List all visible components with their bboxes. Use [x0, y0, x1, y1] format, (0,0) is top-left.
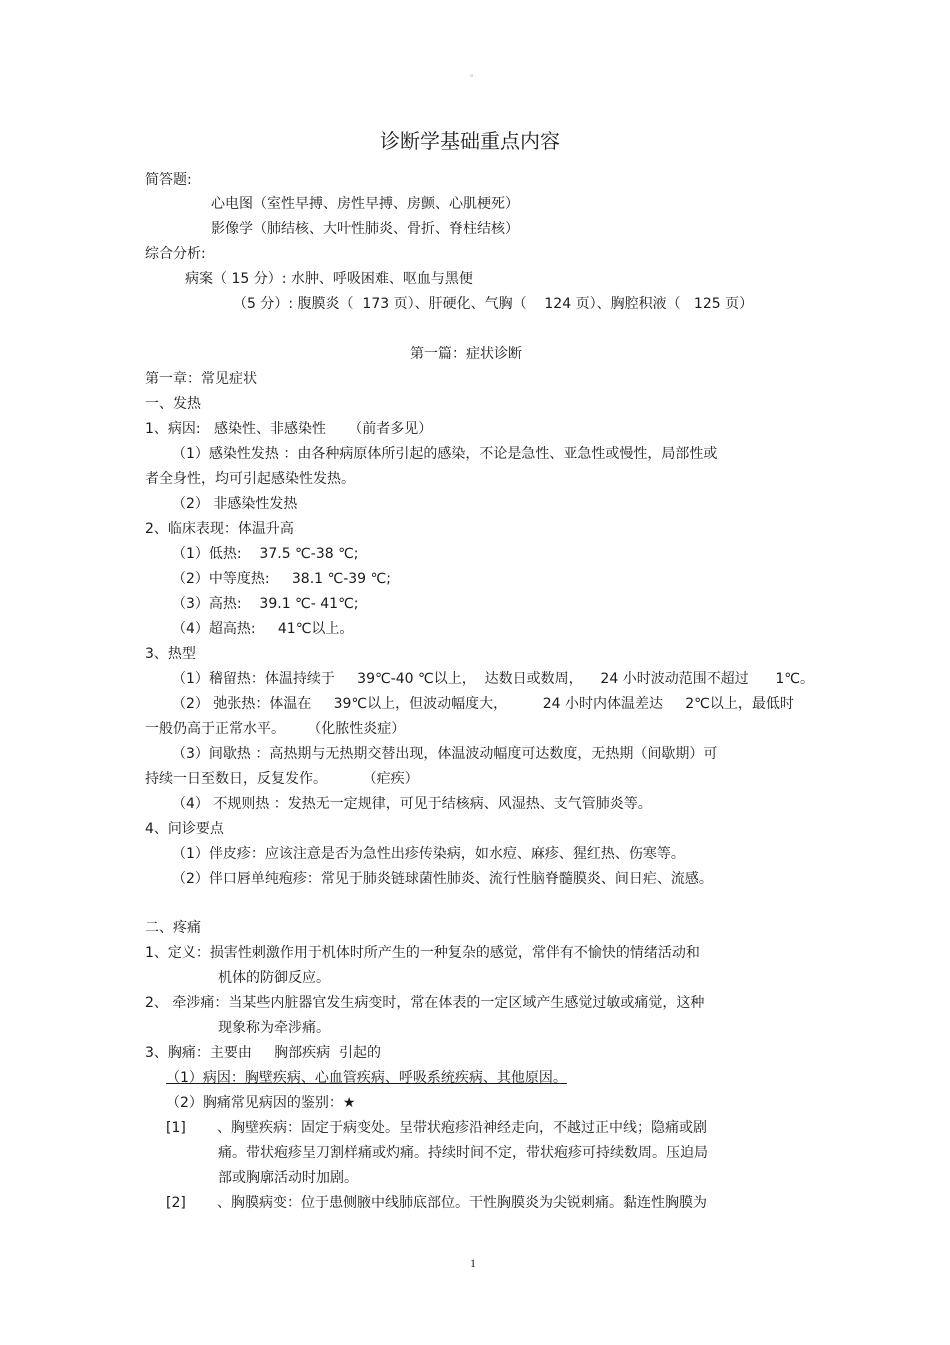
text-line: （2）中等度热: 38.1 ℃-39 ℃; [172, 571, 391, 587]
text-line: （1）低热: 37.5 ℃-38 ℃; [172, 546, 359, 562]
section-heading: 第一篇：症状诊断 [410, 346, 522, 362]
text-line: （2）伴口唇单纯疱疹：常见于肺炎链球菌性肺炎、流行性脑脊髓膜炎、间日疟、流感。 [172, 871, 713, 887]
text-line: 3、胸痛：主要由 胸部疾病 引起的 [145, 1045, 382, 1061]
page-number: 1 [470, 1256, 476, 1270]
text-line: 简答题: [145, 172, 192, 188]
text-line: 2、 牵涉痛：当某些内脏器官发生病变时，常在体表的一定区域产生感觉过敏或痛觉，这种 [145, 995, 705, 1011]
text-line: 一、发热 [145, 396, 201, 412]
text-line: 机体的防御反应。 [218, 970, 330, 986]
text-line: 持续一日至数日，反复发作。 （疟疾） [145, 771, 419, 787]
text-line: 二、疼痛 [145, 920, 201, 936]
text-line: [1] 、胸壁疾病：固定于病变处。呈带状疱疹沿神经走向，不越过正中线；隐痛或剧 [166, 1120, 707, 1136]
text-line: （4） 不规则热 ：发热无一定规律，可见于结核病、风湿热、支气管肺炎等。 [172, 796, 652, 812]
text-line: 4、问诊要点 [145, 821, 224, 837]
chapter-heading: 第一章：常见症状 [145, 371, 257, 387]
text-line: [2] 、胸膜病变：位于患侧腋中线肺底部位。干性胸膜炎为尖锐刺痛。黏连性胸膜为 [166, 1195, 707, 1211]
page-title: 诊断学基础重点内容 [380, 129, 560, 153]
text-line: （1）伴皮疹：应该注意是否为急性出疹传染病，如水痘、麻疹、猩红热、伤寒等。 [172, 846, 685, 862]
text-line: （5 分）: 腹膜炎（ 173 页）、肝硬化、气胸（ 124 页）、胸腔积液（ 125 页） [233, 296, 754, 312]
text-line: 综合分析: [145, 246, 206, 262]
text-line: 痛。带状疱疹呈刀割样痛或灼痛。持续时间不定，带状疱疹可持续数周。压迫局 [218, 1145, 708, 1161]
text-line: 病案（ 15 分）: 水肿、呼吸困难、呕血与黑便 [185, 271, 473, 287]
text-line: 一般仍高于正常水平。 （化脓性炎症） [145, 721, 406, 737]
text-line: （2） 非感染性发热 [172, 496, 298, 512]
text-line: （1）稽留热：体温持续于 39℃-40 ℃以上， 达数日或数周， 24 小时波动范围不超过 1℃。 [172, 671, 815, 687]
text-line: （2）胸痛常见病因的鉴别：★ [166, 1095, 356, 1111]
text-line: （3）间歇热 ：高热期与无热期交替出现，体温波动幅度可达数度，无热期（间歇期）可 [172, 746, 718, 762]
text-line: 心电图（室性早搏、房性早搏、房颤、心肌梗死） [211, 196, 519, 212]
text-line: 现象称为牵涉痛。 [218, 1020, 330, 1036]
text-line: （2） 弛张热：体温在 39℃以上，但波动幅度大， 24 小时内体温差达 2℃以上，最低时 [172, 696, 794, 712]
header-mark: 。 [470, 69, 480, 79]
text-line: 2、临床表现：体温升高 [145, 521, 294, 537]
text-line: （1）病因：胸壁疾病、心血管疾病、呼吸系统疾病、其他原因。 [166, 1070, 567, 1086]
text-line: （4）超高热: 41℃以上。 [172, 621, 354, 637]
text-line: 1、病因: 感染性、非感染性 （前者多见） [145, 421, 433, 437]
text-line: 影像学（肺结核、大叶性肺炎、骨折、脊柱结核） [211, 221, 519, 237]
text-line: （1）感染性发热 ：由各种病原体所引起的感染，不论是急性、亚急性或慢性，局部性或 [172, 446, 718, 462]
text-line: 1、定义：损害性刺激作用于机体时所产生的一种复杂的感觉，常伴有不愉快的情绪活动和 [145, 945, 700, 961]
text-line: 者全身性，均可引起感染性发热。 [145, 471, 355, 487]
text-line: 3、热型 [145, 646, 196, 662]
text-line: （3）高热: 39.1 ℃- 41℃; [172, 596, 359, 612]
text-line: 部或胸廓活动时加剧。 [218, 1170, 358, 1186]
